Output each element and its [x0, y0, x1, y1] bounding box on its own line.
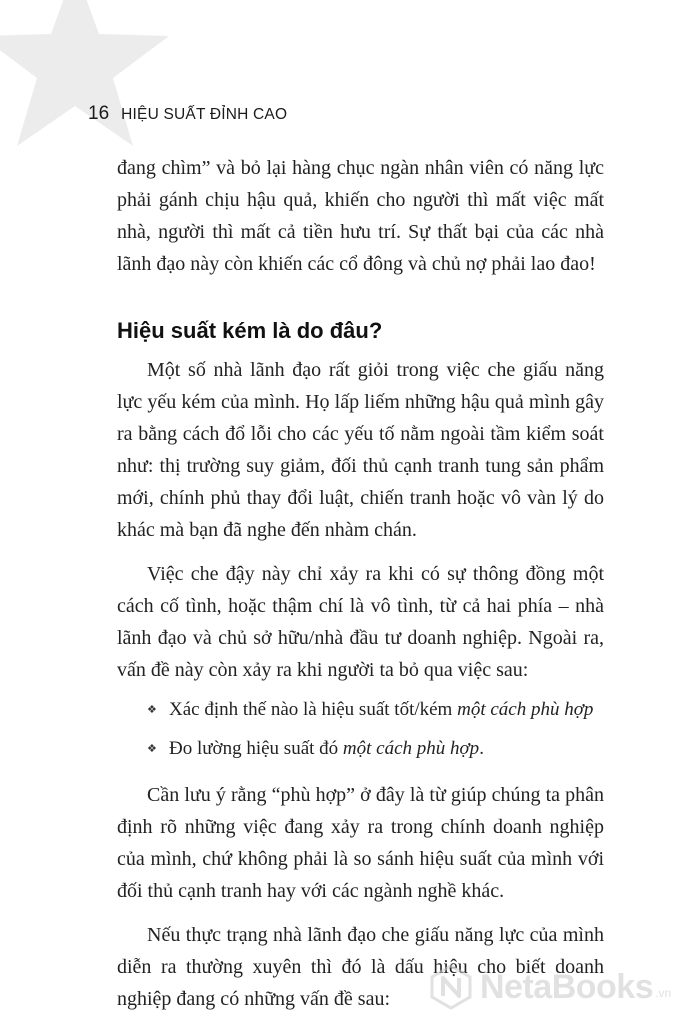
bullet-item-measure	[147, 733, 604, 767]
paragraph-collusion: Việc che đậy này chỉ xảy ra khi có sự thông đồng một cách cố tình, hoặc thậm chí là vô tình, từ cả hai phía – nhà lãnh đạo và chủ sở hữu/nhà đầu tư doanh nghiệp. Ngoài ra, vấn đề này còn xảy ra khi người ta bỏ qua việc sau:	[117, 563, 604, 681]
watermark-suffix: .vn	[655, 986, 672, 1000]
bullet-text: Xác định thế nào là hiệu suất tốt/kém một cách phù hợp	[169, 699, 594, 720]
page-number: 16	[88, 103, 110, 124]
star-decoration-icon	[0, 0, 180, 160]
paragraph-appropriate-note: Cần lưu ý rằng “phù hợp” ở đây là từ giúp chúng ta phân định rõ những việc đang xảy ra trong chính doanh nghiệp của mình, chứ không phải là so sánh hiệu suất của mình với đối thủ cạnh tranh hay với các ngành nghề khác.	[117, 784, 604, 902]
bullet-item-define	[147, 694, 604, 728]
section-heading: Hiệu suất kém là do đâu?	[117, 318, 383, 343]
watermark-text: NetaBooks	[480, 967, 654, 1006]
netabooks-logo-icon	[428, 964, 474, 1010]
bullet-text: Đo lường hiệu suất đó một cách phù hợp.	[169, 738, 484, 759]
running-header	[88, 103, 287, 125]
paragraph-continuation: đang chìm” và bỏ lại hàng chục ngàn nhân viên có năng lực phải gánh chịu hậu quả, khiến cho người thì mất việc mất nhà, người thì mất cả tiền hưu trí. Sự thất bại của các nhà lãnh đạo này còn khiến các cổ đông và chủ nợ phải lao đao!	[117, 157, 604, 275]
diamond-bullet-icon: ❖	[147, 743, 157, 755]
paragraph-concealment: Một số nhà lãnh đạo rất giỏi trong việc che giấu năng lực yếu kém của mình. Họ lấp liếm những hậu quả mình gây ra bằng cách đổ lỗi cho các yếu tố nằm ngoài tầm kiểm soát như: thị trường suy giảm, đối thủ cạnh tranh tung sản phẩm mới, chính phủ thay đổi luật, chiến tranh hoặc vô vàn lý do khác mà bạn đã nghe đến nhàm chán.	[117, 359, 604, 541]
page-body	[117, 152, 604, 1015]
paragraph-warning-signs: Nếu thực trạng nhà lãnh đạo che giấu năng lực của mình diễn ra thường xuyên thì đó là dấu hiệu cho biết doanh nghiệp đang có những vấn đề sau:	[117, 924, 604, 1010]
book-title: HIỆU SUẤT ĐỈNH CAO	[121, 106, 288, 123]
netabooks-watermark	[428, 964, 671, 1010]
diamond-bullet-icon: ❖	[147, 704, 157, 716]
bullet-list	[117, 694, 604, 767]
